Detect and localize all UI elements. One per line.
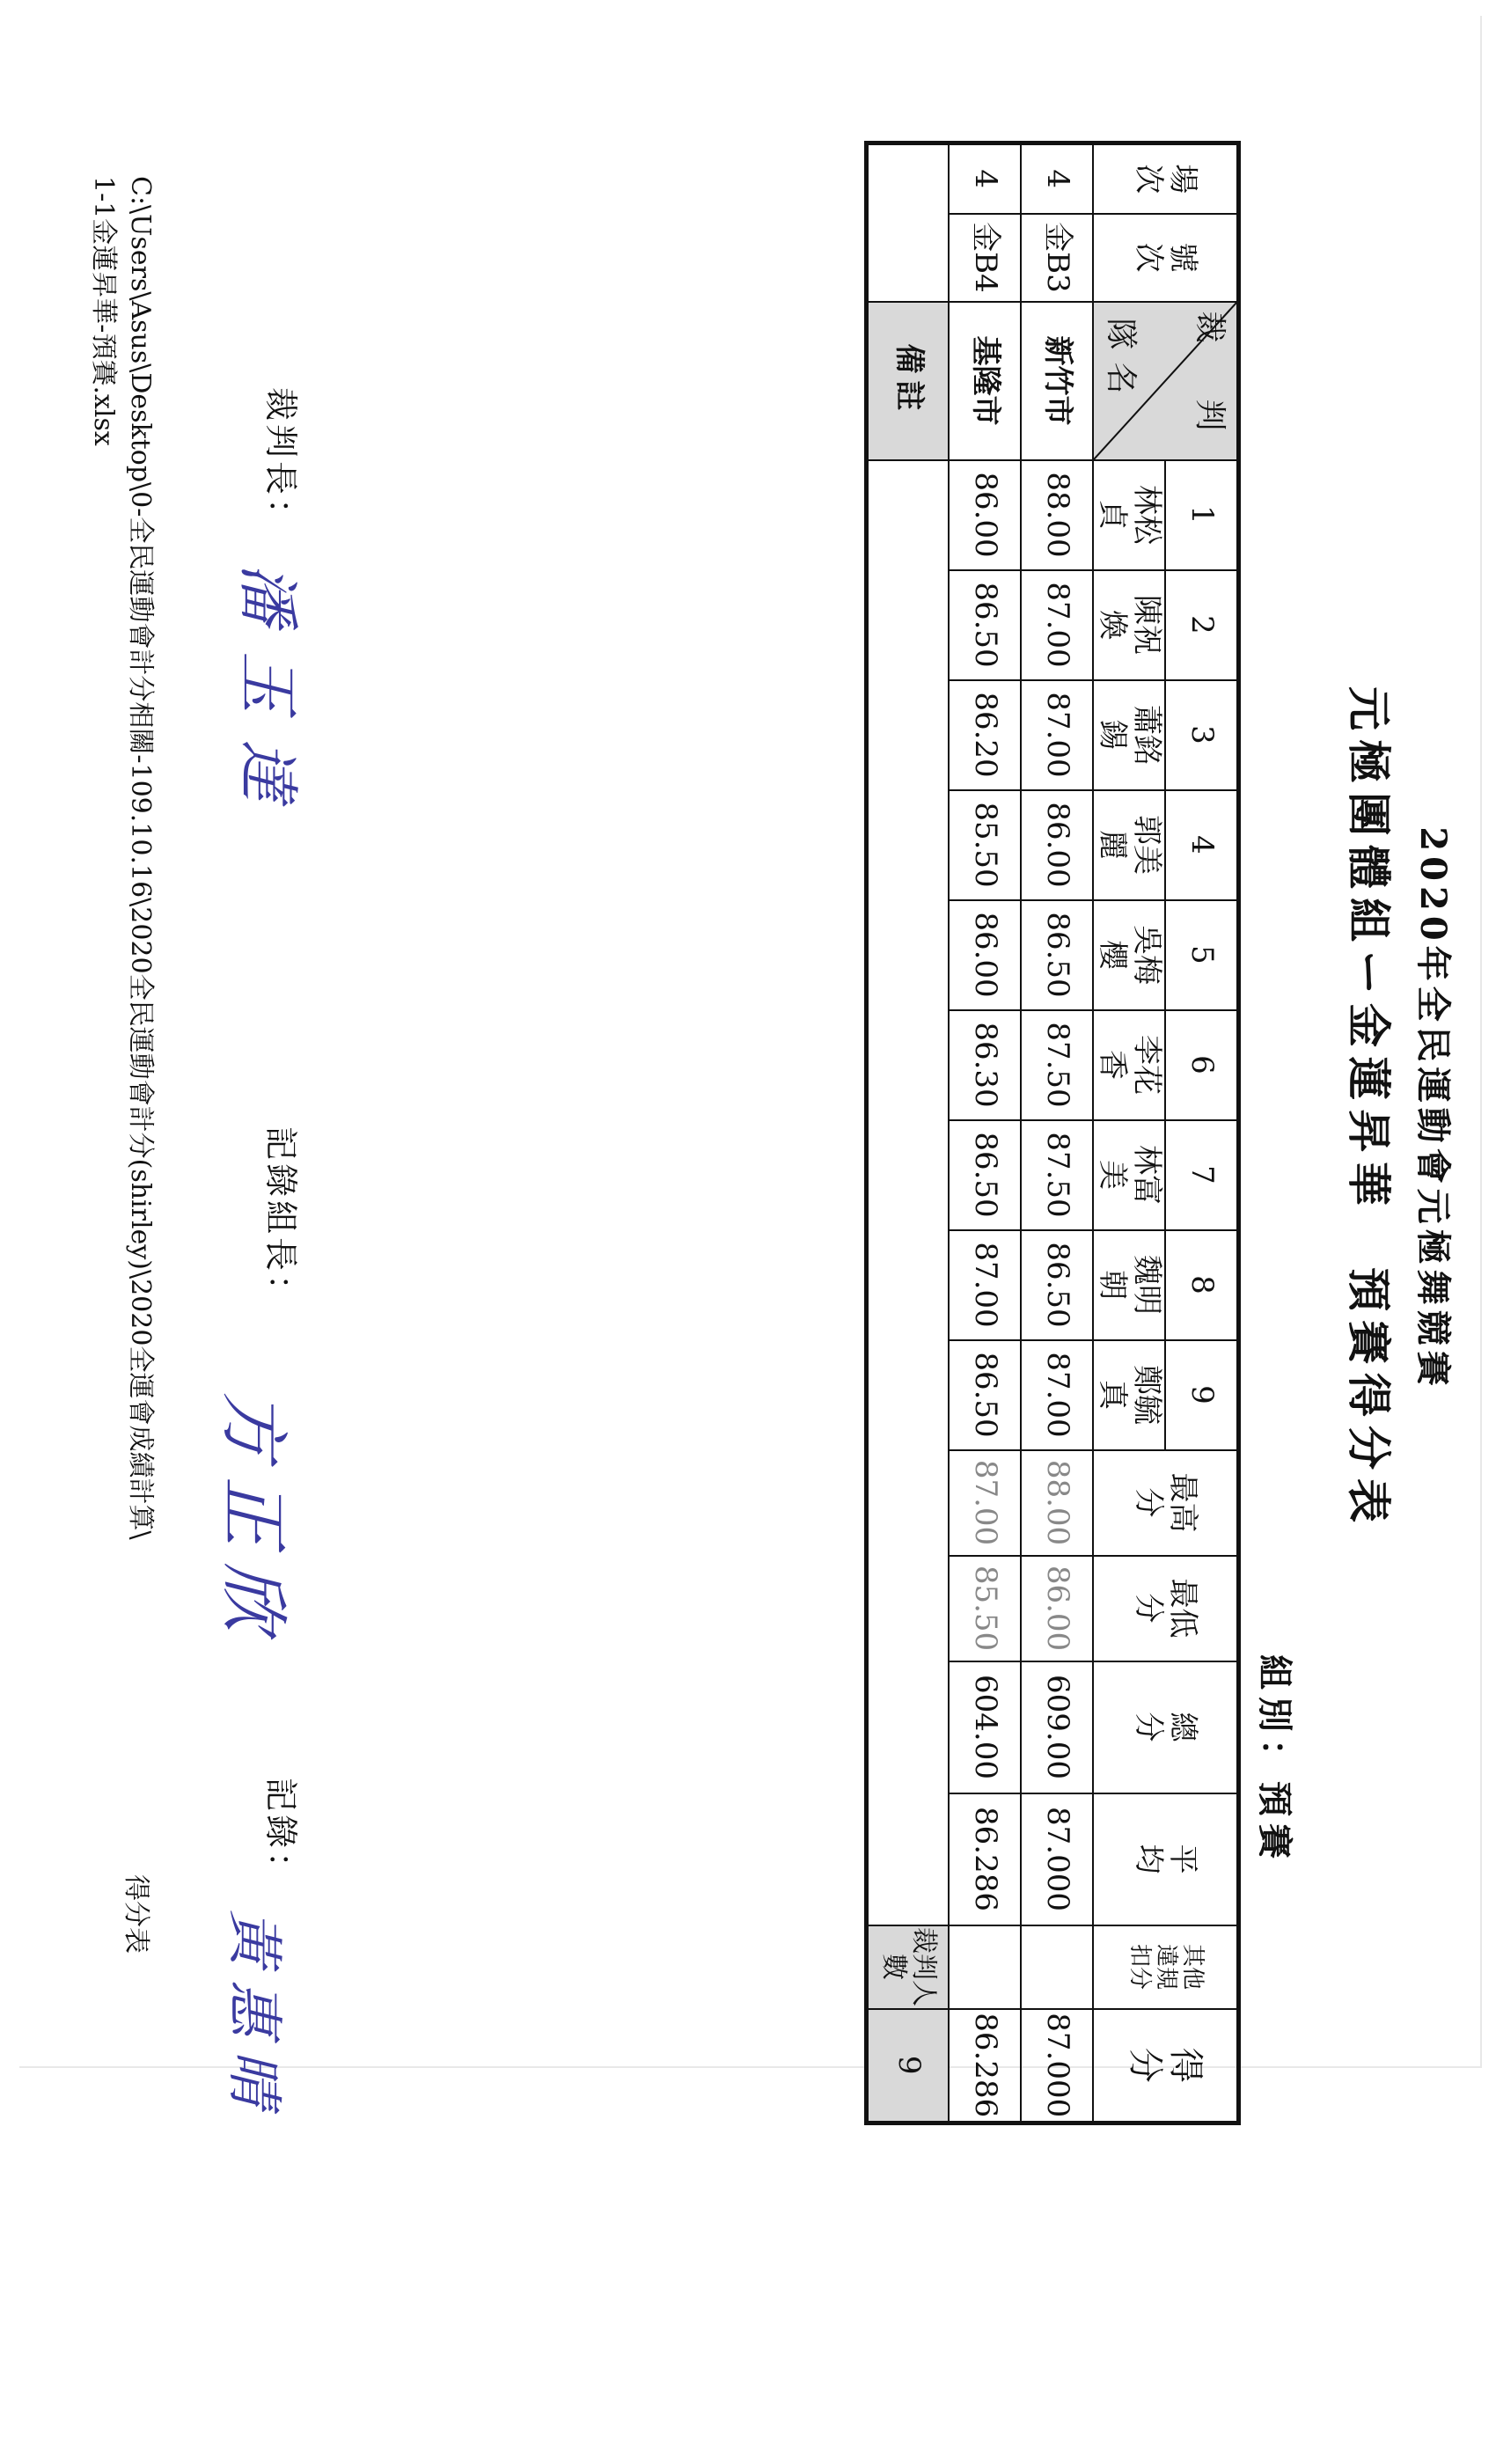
cell-score: 87.50 bbox=[1021, 1010, 1093, 1120]
cell-number: 金B4 bbox=[949, 214, 1021, 302]
judge-number: 1 bbox=[1165, 460, 1239, 570]
cell-total: 609.00 bbox=[1021, 1661, 1093, 1793]
cell-score: 86.50 bbox=[1021, 1230, 1093, 1340]
chief-judge-signature: 潘玉達 bbox=[231, 563, 304, 827]
score-sheet bbox=[53, 70, 1478, 2147]
header-max: 最高 分 bbox=[1093, 1450, 1239, 1556]
cell-final: 86.286 bbox=[949, 2009, 1021, 2123]
cell-score: 87.00 bbox=[949, 1230, 1021, 1340]
header-judge-corner: 裁 判 bbox=[1192, 311, 1228, 444]
cell-score: 86.50 bbox=[949, 1340, 1021, 1450]
footer-file-info bbox=[84, 176, 158, 1540]
cell-score: 86.30 bbox=[949, 1010, 1021, 1120]
cell-min: 85.50 bbox=[949, 1556, 1021, 1661]
cell-score: 86.00 bbox=[1021, 790, 1093, 900]
judge-name: 蕭銘 錫 bbox=[1093, 680, 1165, 790]
cell-deduct bbox=[949, 1925, 1021, 2009]
cell-team: 新竹市 bbox=[1021, 302, 1093, 460]
recorder-signature: 黃惠晴 bbox=[221, 1910, 286, 2121]
cell-match: 4 bbox=[1021, 143, 1093, 214]
record-chief-signature: 方正欣 bbox=[213, 1390, 292, 1650]
judge-name: 鄭毓 真 bbox=[1093, 1340, 1165, 1450]
cell-max: 87.00 bbox=[949, 1450, 1021, 1556]
judge-number: 4 bbox=[1165, 790, 1239, 900]
judge-name: 林松 貞 bbox=[1093, 460, 1165, 570]
cell-final: 87.000 bbox=[1021, 2009, 1093, 2123]
footer-file: 1-1金蓮昇華-預賽.xlsx bbox=[88, 176, 119, 446]
cell-score: 86.00 bbox=[949, 900, 1021, 1010]
remark-label: 備註 bbox=[867, 302, 950, 460]
table-row bbox=[949, 143, 1021, 2123]
cell-deduct bbox=[1021, 1925, 1093, 2009]
cell-number: 金B3 bbox=[1021, 214, 1093, 302]
cell-avg: 87.000 bbox=[1021, 1793, 1093, 1925]
judge-number: 3 bbox=[1165, 680, 1239, 790]
cell-score: 86.00 bbox=[949, 460, 1021, 570]
judge-name: 魏明 朝 bbox=[1093, 1230, 1165, 1340]
judge-name: 吳梅 櫻 bbox=[1093, 900, 1165, 1010]
judge-number: 2 bbox=[1165, 570, 1239, 680]
cell-avg: 86.286 bbox=[949, 1793, 1021, 1925]
judge-number: 8 bbox=[1165, 1230, 1239, 1340]
cell-max: 88.00 bbox=[1021, 1450, 1093, 1556]
cell-score: 88.00 bbox=[1021, 460, 1093, 570]
cell-score: 87.00 bbox=[1021, 1340, 1093, 1450]
header-team-corner: 隊名 bbox=[1103, 318, 1140, 407]
record-chief-label: 記錄組長： bbox=[261, 1126, 300, 1312]
judge-name: 李花 香 bbox=[1093, 1010, 1165, 1120]
cell-team: 基隆市 bbox=[949, 302, 1021, 460]
header-total: 總 分 bbox=[1093, 1661, 1239, 1793]
group-label-text: 組別： bbox=[1254, 1654, 1295, 1781]
title-line-2: 元極團體組ー金蓮昇華 預賽得分表 bbox=[1343, 686, 1395, 1531]
page-title bbox=[1340, 70, 1461, 2147]
cell-score: 87.50 bbox=[1021, 1120, 1093, 1230]
header-min: 最低 分 bbox=[1093, 1556, 1239, 1661]
cell-score: 85.50 bbox=[949, 790, 1021, 900]
header-final: 得 分 bbox=[1093, 2009, 1239, 2123]
judge-count-value: 9 bbox=[867, 2009, 950, 2123]
footer-path: C:\Users\Asus\Desktop\0-全民運動會計分相關-109.10.16\2020全民運動會計分(shirley)\2020全運會成績計算\ bbox=[125, 176, 156, 1540]
recorder-label: 記錄： bbox=[261, 1778, 300, 1889]
judge-name: 林富 美 bbox=[1093, 1120, 1165, 1230]
cell-score: 87.00 bbox=[1021, 570, 1093, 680]
footer-sheet-name: 得分表 bbox=[121, 1874, 151, 1954]
header-avg: 平 均 bbox=[1093, 1793, 1239, 1925]
cell-score: 86.20 bbox=[949, 680, 1021, 790]
chief-judge-label: 裁判長： bbox=[261, 387, 300, 536]
score-table bbox=[864, 141, 1241, 2125]
cell-score: 86.50 bbox=[949, 1120, 1021, 1230]
judge-count-label: 裁判人數 bbox=[867, 1925, 950, 2009]
cell-min: 86.00 bbox=[1021, 1556, 1093, 1661]
group-value: 預賽 bbox=[1254, 1781, 1295, 1866]
header-match: 場 次 bbox=[1093, 143, 1239, 214]
header-corner bbox=[1093, 302, 1239, 460]
judge-number: 6 bbox=[1165, 1010, 1239, 1120]
cell-match: 4 bbox=[949, 143, 1021, 214]
cell-score: 86.50 bbox=[949, 570, 1021, 680]
remark-spacer bbox=[867, 143, 950, 302]
title-line-1: 2020年全民運動會元極舞競賽 bbox=[1412, 826, 1454, 1391]
judge-number: 5 bbox=[1165, 900, 1239, 1010]
cell-score: 87.00 bbox=[1021, 680, 1093, 790]
judge-name: 陳祝 煥 bbox=[1093, 570, 1165, 680]
judge-number: 9 bbox=[1165, 1340, 1239, 1450]
remark-content bbox=[867, 460, 950, 1925]
cell-total: 604.00 bbox=[949, 1661, 1021, 1793]
cell-score: 86.50 bbox=[1021, 900, 1093, 1010]
header-deduct: 其他 違規 扣分 bbox=[1093, 1925, 1239, 2009]
remark-row bbox=[867, 143, 950, 2123]
table-row bbox=[1021, 143, 1093, 2123]
group-label bbox=[1252, 1654, 1302, 1866]
judge-number: 7 bbox=[1165, 1120, 1239, 1230]
judge-name: 郭美 麗 bbox=[1093, 790, 1165, 900]
header-number: 號 次 bbox=[1093, 214, 1239, 302]
